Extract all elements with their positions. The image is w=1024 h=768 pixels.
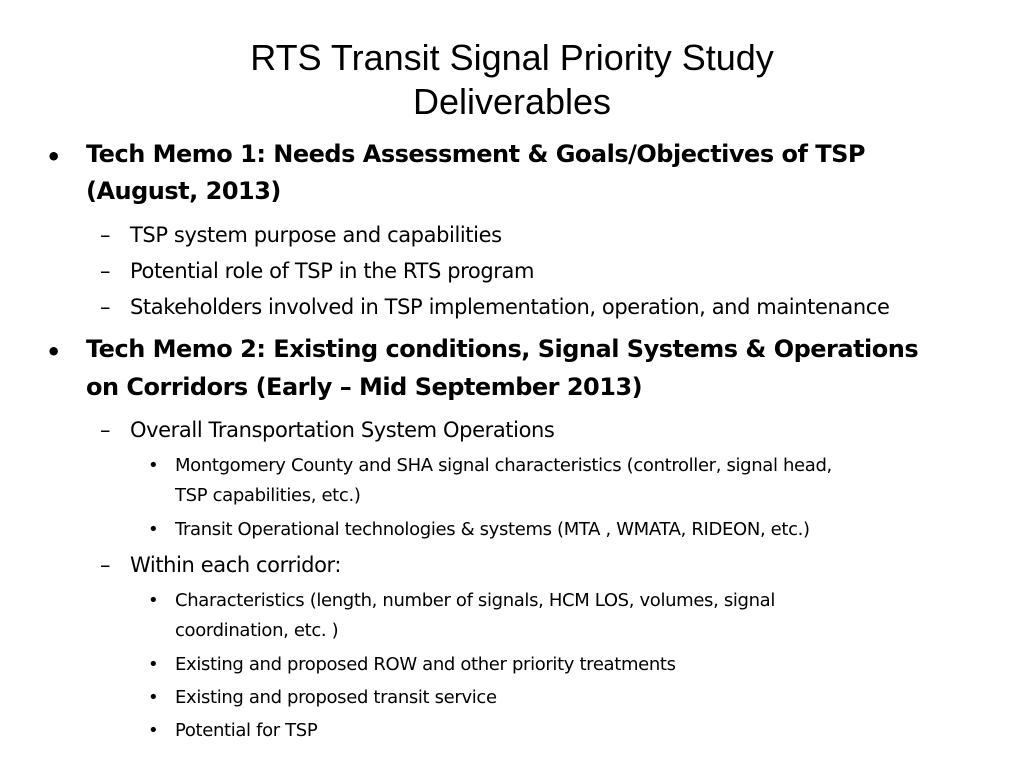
bullet-1-subitem-1: TSP system purpose and capabilities	[130, 223, 502, 247]
small-bullet-icon: •	[148, 720, 159, 741]
slide-title-line-1: RTS Transit Signal Priority Study	[250, 37, 774, 78]
point-2-line-1: Transit Operational technologies & systems (MTA , WMATA, RIDEON, etc.)	[175, 519, 810, 540]
point-1-line-2: TSP capabilities, etc.)	[175, 485, 361, 506]
dash-icon: –	[100, 553, 111, 577]
bullet-2-text-line-2: on Corridors (Early – Mid September 2013)	[86, 373, 643, 401]
dash-icon: –	[100, 259, 111, 283]
point-6-line-1: Potential for TSP	[175, 720, 318, 741]
dash-icon: –	[100, 223, 111, 247]
dash-icon: –	[100, 295, 111, 319]
point-1-line-1: Montgomery County and SHA signal characteristics (controller, signal head,	[175, 455, 832, 476]
point-3-line-2: coordination, etc. )	[175, 620, 339, 641]
slide-title-line-2: Deliverables	[412, 81, 612, 122]
bullet-icon: •	[46, 338, 61, 366]
bullet-1-text-line-2: (August, 2013)	[86, 177, 281, 205]
bullet-icon: •	[46, 143, 61, 171]
small-bullet-icon: •	[148, 687, 159, 708]
bullet-1-subitem-3: Stakeholders involved in TSP implementation, operation, and maintenance	[130, 295, 890, 319]
bullet-2-subitem-1: Overall Transportation System Operations	[130, 418, 555, 442]
bullet-1-subitem-2: Potential role of TSP in the RTS program	[130, 259, 535, 283]
small-bullet-icon: •	[148, 590, 159, 611]
point-5-line-1: Existing and proposed transit service	[175, 687, 497, 708]
small-bullet-icon: •	[148, 654, 159, 675]
small-bullet-icon: •	[148, 455, 159, 476]
bullet-2-subitem-2: Within each corridor:	[130, 553, 342, 577]
bullet-1-text-line-1: Tech Memo 1: Needs Assessment & Goals/Objectives of TSP	[86, 140, 865, 168]
dash-icon: –	[100, 418, 111, 442]
point-4-line-1: Existing and proposed ROW and other priority treatments	[175, 654, 676, 675]
point-3-line-1: Characteristics (length, number of signals, HCM LOS, volumes, signal	[175, 590, 775, 611]
small-bullet-icon: •	[148, 519, 159, 540]
bullet-2-text-line-1: Tech Memo 2: Existing conditions, Signal Systems & Operations	[86, 335, 919, 363]
